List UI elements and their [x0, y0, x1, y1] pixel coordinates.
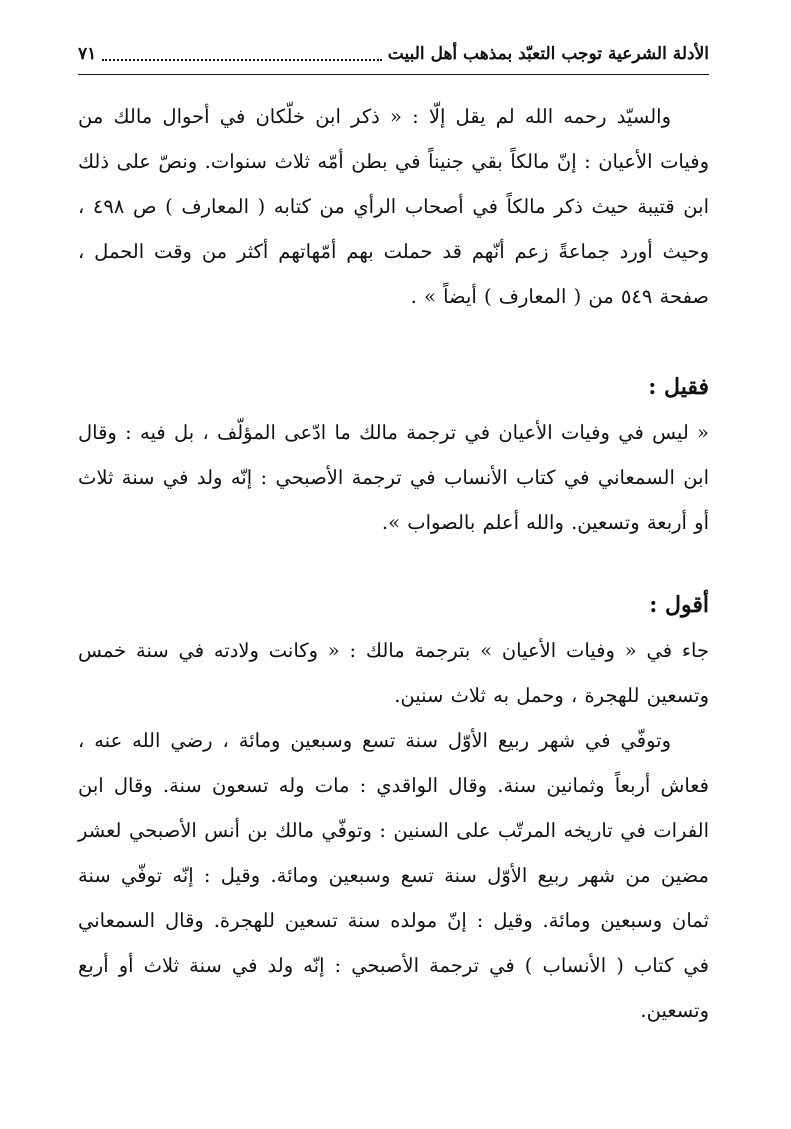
paragraph-objection: « ليس في وفيات الأعيان في ترجمة مالك ما ادّعى المؤلّف ، بل فيه : وقال ابن السمعاني في كتاب الأنساب في ترجمة الأصبحي : إنّه ولد في سنة ثلاث أو أربعة وتسعين. والله أعلم بالصواب ». — [78, 421, 709, 534]
running-header-title: الأدلة الشرعية توجب التعبّد بمذهب أهل البيت — [387, 44, 709, 64]
section-spacer — [78, 545, 709, 583]
paragraph-reply-death — [78, 718, 709, 1033]
page-body — [78, 94, 709, 1033]
heading-reply: أقول : — [649, 592, 709, 618]
paragraph-text: والسيّد رحمه الله لم يقل إلّا : « ذكر ابن خلّكان في أحوال مالك من وفيات الأعيان : إنّ مالكاً بقي جنيناً في بطن أمّه ثلاث سنوات. ونصّ على ذلك ابن قتيبة حيث ذكر مالكاً في أصحاب الرأي من كتابه ( المعارف ) ص ٤٩٨ ، وحيث أورد جماعةً زعم أنّهم قد حملت بهم أمّهاتهم أكثر من وقت الحمل ، صفحة ٥٤٩ من ( المعارف ) أيضاً » . — [78, 105, 709, 308]
dotted-leader — [102, 59, 382, 61]
section-spacer — [78, 319, 709, 365]
page-number: ٧١ — [78, 44, 97, 64]
paragraph-reply-birth: جاء في « وفيات الأعيان » بترجمة مالك : « وكانت ولادته في سنة خمس وتسعين للهجرة ، وحمل به ثلاث سنين. — [78, 639, 709, 707]
running-header — [78, 38, 709, 70]
paragraph-sayyid-quote — [78, 94, 709, 319]
header-rule — [78, 74, 709, 75]
paragraph-text: وتوفّي في شهر ربيع الأوّل سنة تسع وسبعين ومائة ، رضي الله عنه ، فعاش أربعاً وثمانين سنة. وقال الواقدي : مات وله تسعون سنة. وقال ابن الفرات في تاريخه المرتّب على السنين : وتوفّي مالك بن أنس الأصبحي لعشر مضين من شهر ربيع الأوّل سنة تسع وسبعين ومائة. وقيل : إنّه توفّي سنة ثمان وسبعين ومائة. وقيل : إنّ مولده سنة تسعين للهجرة. وقال السمعاني في كتاب ( الأنساب ) في ترجمة الأصبحي : إنّه ولد في سنة ثلاث أو أربع وتسعين. — [78, 729, 709, 1022]
heading-objection: فقيل : — [648, 374, 709, 400]
